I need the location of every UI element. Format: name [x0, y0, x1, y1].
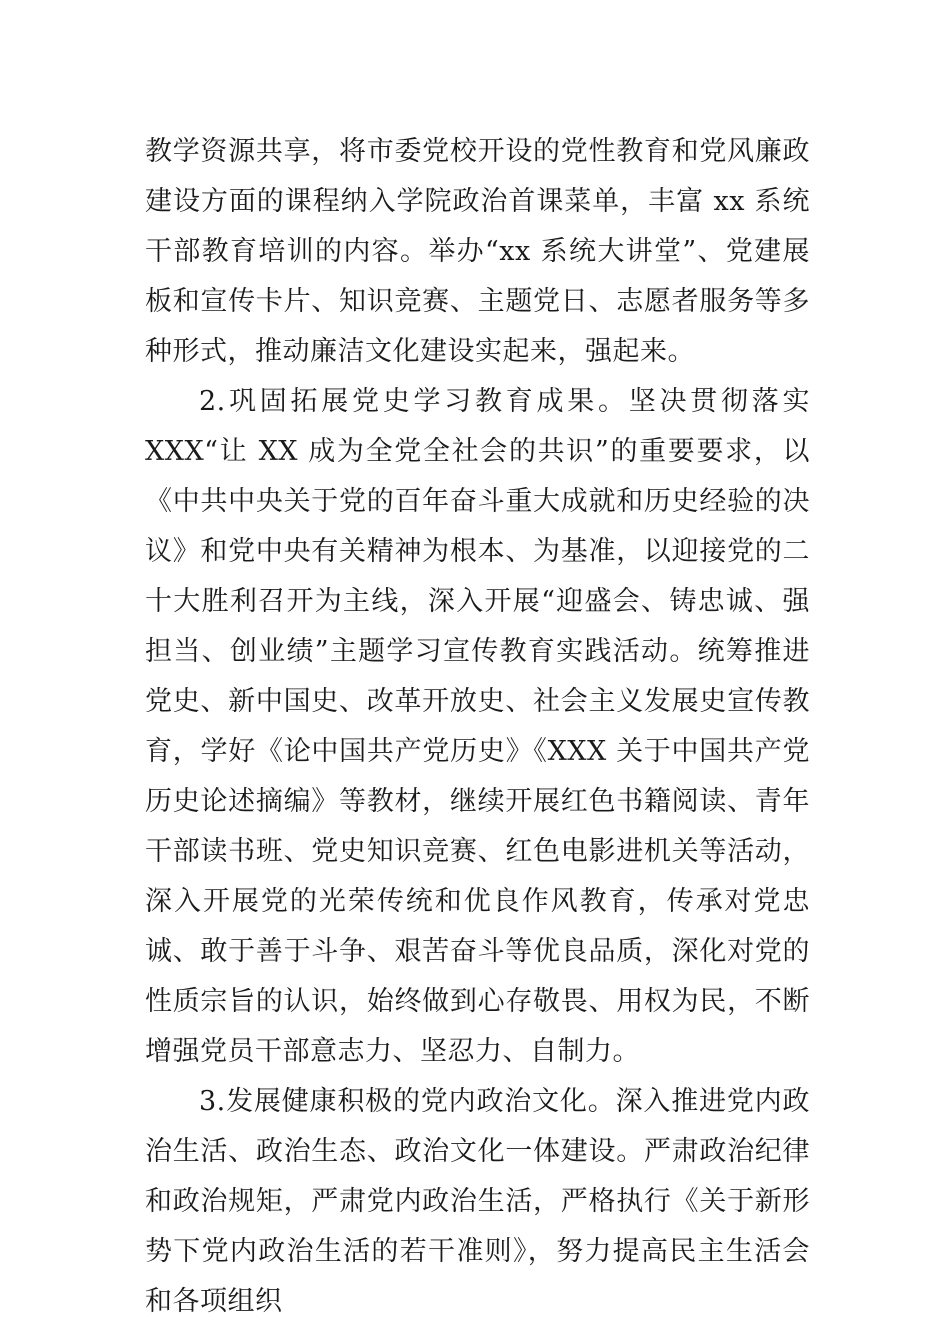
paragraph-item-3: 3.发展健康积极的党内政治文化。深入推进党内政治生活、政治生态、政治文化一体建设。严肃政治纪律和政治规矩，严肃党内政治生活，严格执行《关于新形势下党内政治生活的若干准则》，努力提高民主生活会和各项组织	[145, 1086, 810, 1317]
paragraph-item-2: 2.巩固拓展党史学习教育成果。坚决贯彻落实 XXX“让 XX 成为全党全社会的共识”的重要要求，以《中共中央关于党的百年奋斗重大成就和历史经验的决议》和党中央有关精神为根本、为基准，以迎接党的二十大胜利召开为主线，深入开展“迎盛会、铸忠诚、强担当、创业绩”主题学习宣传教育实践活动。统筹推进党史、新中国史、改革开放史、社会主义发展史宣传教育，学好《论中国共产党历史》《XXX 关于中国共产党历史论述摘编》等教材，继续开展红色书籍阅读、青年干部读书班、党史知识竞赛、红色电影进机关等活动，深入开展党的光荣传统和优良作风教育，传承对党忠诚、敢于善于斗争、艰苦奋斗等优良品质，深化对党的性质宗旨的认识，始终做到心存敬畏、用权为民，不断增强党员干部意志力、坚忍力、自制力。	[145, 386, 810, 1067]
document-body	[145, 127, 810, 1327]
paragraph-continuation: 教学资源共享，将市委党校开设的党性教育和党风廉政建设方面的课程纳入学院政治首课菜单，丰富 xx 系统干部教育培训的内容。举办“xx 系统大讲堂”、党建展板和宣传卡片、知识竞赛、主题党日、志愿者服务等多种形式，推动廉洁文化建设实起来，强起来。	[145, 136, 810, 367]
